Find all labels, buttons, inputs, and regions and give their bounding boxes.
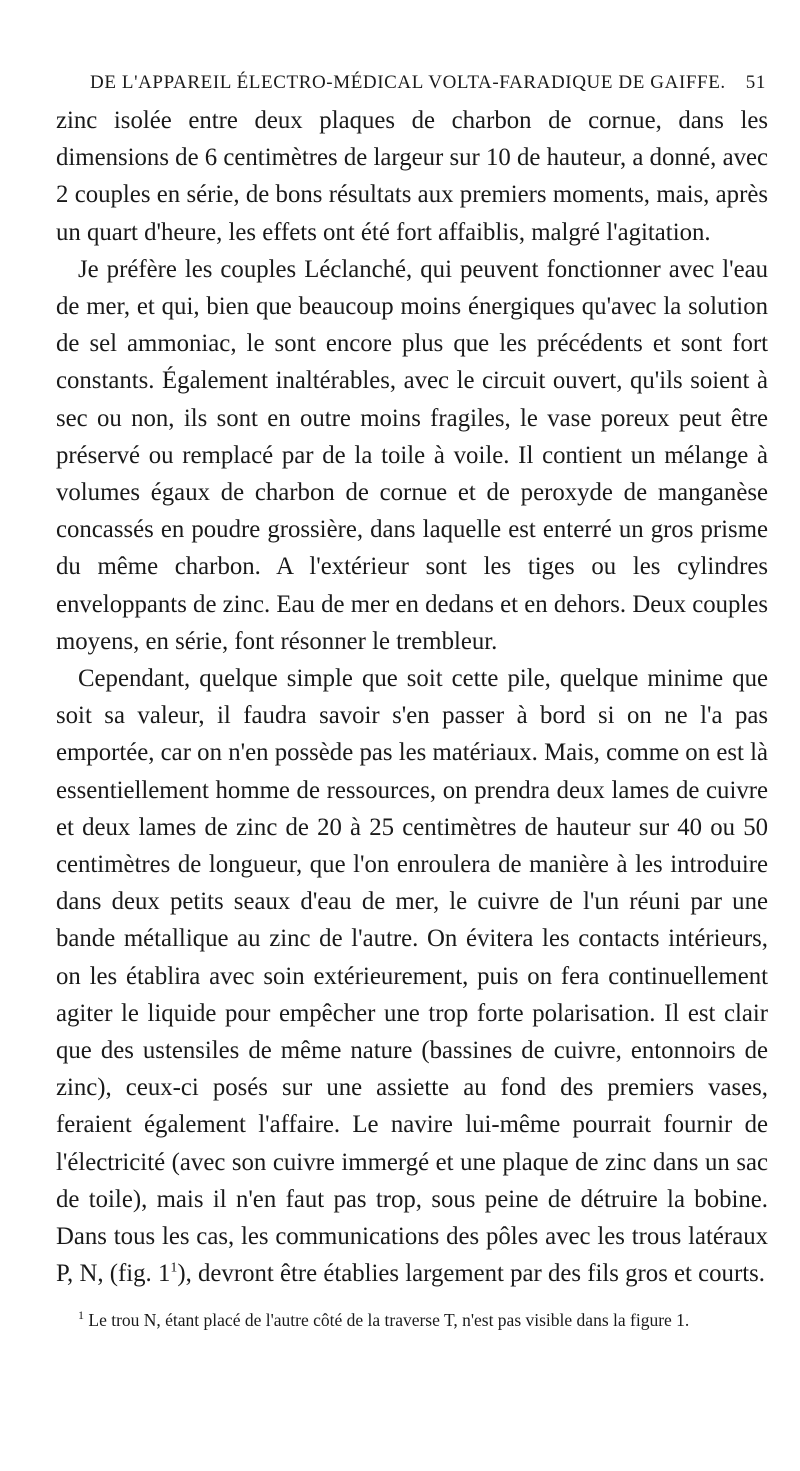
paragraph: Je préfère les couples Léclanché, qui peuvent fonctionner avec l'eau de mer, et qui, bien que beaucoup moins énergiques qu'avec la solution de sel ammoniac, le sont encore plus que les précédents et sont fort constants. Également inaltérables, avec le circuit ouvert, qu'ils soient à sec ou non, ils sont en outre moins fragiles, le vase poreux peut être préservé ou remplacé par de la toile à voile. Il contient un mélange à volumes égaux de charbon de cornue et de peroxyde de manganèse concassés en poudre grossière, dans laquelle est enterré un gros prisme du même charbon. A l'extérieur sont les tiges ou les cylindres enveloppants de zinc. Eau de mer en dedans et en dehors. Deux couples moyens, en série, font résonner le trembleur.: [56, 255, 768, 655]
page-number: 51: [745, 72, 766, 93]
paragraph-text: ), devront être établies largement par des fils gros et courts.: [177, 1260, 765, 1288]
paragraph: [56, 660, 768, 1292]
footnote: [56, 1309, 768, 1331]
running-head-title: DE L'APPAREIL ÉLECTRO-MÉDICAL VOLTA-FARADIQUE DE GAIFFE.: [90, 72, 726, 93]
footnote-text: Le trou N, étant placé de l'autre côté de la traverse T, n'est pas visible dans la figure 1.: [88, 1309, 690, 1330]
footnote-reference[interactable]: 1: [170, 1261, 178, 1277]
book-page: [56, 72, 768, 1331]
running-head: [56, 72, 768, 94]
footnote-mark: 1: [78, 1307, 84, 1322]
body-text: [56, 102, 768, 1293]
paragraph: zinc isolée entre deux plaques de charbon de cornue, dans les dimensions de 6 centimètres de largeur sur 10 de hauteur, a donné, avec 2 couples en série, de bons résultats aux premiers moments, mais, après un quart d'heure, les effets ont été fort affaiblis, malgré l'agitation.: [56, 107, 768, 246]
paragraph-text: Cependant, quelque simple que soit cette pile, quelque minime que soit sa valeur, il faudra savoir s'en passer à bord si on ne l'a pas emportée, car on n'en possède pas les matériaux. Mais, comme on est là essentiellement homme de ressources, on prendra deux lames de cuivre et deux lames de zinc de 20 à 25 centimètres de hauteur sur 40 ou 50 centimètres de longueur, que l'on enroulera de manière à les introduire dans deux petits seaux d'eau de mer, le cuivre de l'un réuni par une bande métallique au zinc de l'autre. On évitera les contacts intérieurs, on les établira avec soin extérieurement, puis on fera continuellement agiter le liquide pour empêcher une trop forte polarisation. Il est clair que des ustensiles de même nature (bassines de cuivre, entonnoirs de zinc), ceux-ci posés sur une assiette au fond des premiers vases, feraient également l'affaire. Le navire lui-même pourrait fournir de l'électricité (avec son cuivre immergé et une plaque de zinc dans un sac de toile), mais il n'en faut pas trop, sous peine de détruire la bobine. Dans tous les cas, les communications des pôles avec les trous latéraux P, N, (fig. 1: [56, 665, 768, 1288]
